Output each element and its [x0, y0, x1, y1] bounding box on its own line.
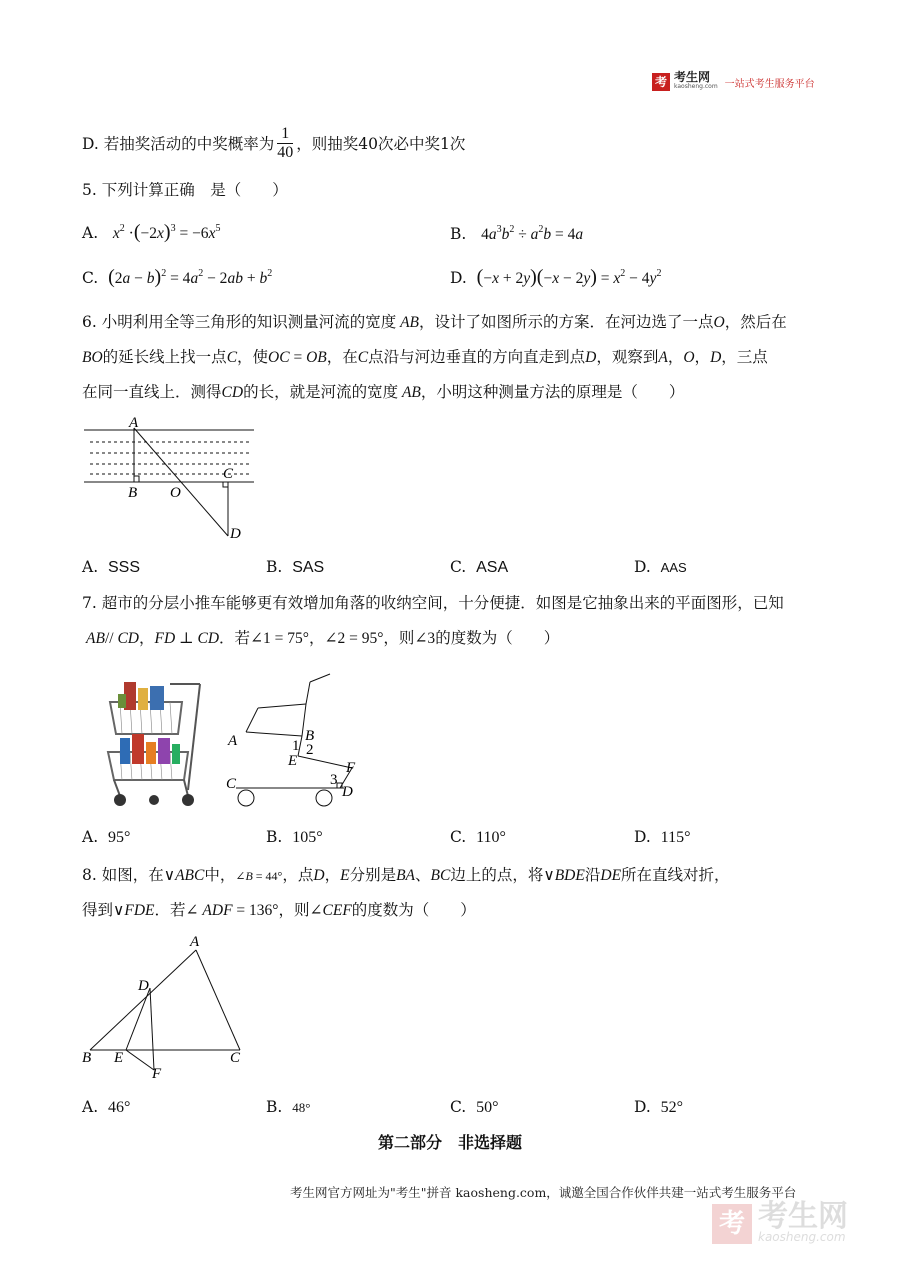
q6-option-a: A. SSS	[82, 558, 140, 576]
q8-option-b: B. 48°	[266, 1098, 311, 1116]
angle-label-1: 1	[292, 738, 300, 754]
q7-stem-line2: AB// CD，FD ⊥ CD．若∠1 = 75°，∠2 = 95°，则∠3的度数为（ ）	[86, 629, 560, 647]
q6-option-b: B. SAS	[266, 558, 325, 576]
q7-option-a: A. 95°	[82, 828, 131, 846]
q6-option-c: C. ASA	[450, 558, 509, 576]
point-label-c: C	[230, 1050, 241, 1066]
q5-stem: 5. 下列计算正确 是（ ）	[82, 181, 288, 199]
watermark-brand: 考生网	[758, 1199, 848, 1234]
watermark-logo-icon: 考	[712, 1204, 752, 1244]
fraction-1-40: $\frac{1}{40}$	[277, 125, 294, 161]
angle-label-3: 3	[330, 772, 338, 788]
q7-stem-line1: 7. 超市的分层小推车能够更有效增加角落的收纳空间，十分便捷．如图是它抽象出来的平面图形，已知	[82, 594, 784, 612]
q8-option-c: C. 50°	[450, 1098, 499, 1116]
angle-label-2: 2	[306, 742, 314, 758]
point-label-f: F	[346, 760, 356, 776]
q6-option-d: D. AAS	[634, 558, 687, 576]
point-label-c: C	[223, 466, 234, 482]
point-label-a: A	[228, 733, 238, 749]
watermark	[712, 1199, 848, 1244]
q6-stem-line3: 在同一直线上．测得CD的长，就是河流的宽度 AB，小明这种测量方法的原理是（ ）	[82, 383, 685, 401]
point-label-d: D	[138, 978, 149, 994]
point-label-b: B	[82, 1050, 92, 1066]
q7-cart-figure	[222, 672, 372, 812]
q5-option-c: C. $(2a - b)^2 = 4a^2 - 2ab + b^2$	[82, 266, 273, 288]
brand-name: 考生网	[674, 70, 711, 84]
point-label-d: D	[230, 526, 241, 542]
q7-option-d: D. 115°	[634, 828, 691, 846]
q8-triangle-figure	[80, 930, 260, 1080]
q8-option-d: D. 52°	[634, 1098, 684, 1116]
q4-option-d	[82, 125, 465, 162]
point-label-f: F	[152, 1066, 162, 1080]
q8-stem-line2: 得到∨FDE．若∠ ADF = 136°，则∠CEF的度数为（ ）	[82, 901, 476, 919]
point-label-c: C	[226, 776, 237, 792]
q7-option-c: C. 110°	[450, 828, 506, 846]
q5-option-a: A. $x^2 \cdot(-2x)^3 = -6x^5$	[82, 221, 221, 243]
point-label-b: B	[128, 485, 138, 501]
point-label-o: O	[170, 485, 181, 501]
q8-stem-line1: 8. 如图，在∨ABC中，∠B = 44°，点D，E分别是BA、BC边上的点，将∨BDE沿DE所在直线对折，	[82, 866, 730, 884]
point-label-e: E	[114, 1050, 124, 1066]
brand-domain: kaosheng.com	[674, 83, 718, 90]
q6-stem-line1: 6. 小明利用全等三角形的知识测量河流的宽度 AB，设计了如图所示的方案．在河边选了一点O，然后在	[82, 313, 787, 331]
q4d-text-after: ，则抽奖40次必中奖1次	[296, 134, 466, 153]
section-title: 第二部分 非选择题	[377, 1133, 522, 1152]
q7-option-b: B. 105°	[266, 828, 323, 846]
point-label-b: B	[305, 728, 315, 744]
q5-option-d: D. $(-x + 2y)(-x - 2y) = x^2 - 4y^2$	[450, 266, 662, 288]
brand-slogan: 一站式考生服务平台	[724, 78, 815, 90]
q4d-text: 若抽奖活动的中奖概率为	[103, 134, 275, 153]
q6-river-figure	[82, 414, 262, 544]
point-label-d: D	[342, 784, 353, 800]
point-label-a: A	[190, 934, 200, 950]
q8-option-a: A. 46°	[82, 1098, 131, 1116]
point-label-e: E	[288, 753, 298, 769]
footer-text: 考生网官方网址为"考生"拼音 kaosheng.com，诚邀全国合作伙伴共建一站式考生服务平台	[290, 1185, 797, 1200]
brand-logo-icon: 考	[652, 73, 670, 91]
site-header-logo[interactable]	[652, 72, 815, 92]
option-label: D.	[82, 134, 99, 153]
watermark-domain: kaosheng.com	[758, 1230, 846, 1244]
point-label-a: A	[129, 415, 139, 431]
shopping-cart-photo	[100, 672, 210, 812]
q5-option-b: B. $4a^3b^2 \div a^2b = 4a$	[450, 224, 584, 243]
q6-stem-line2: BO的延长线上找一点C，使OC = OB，在C点沿与河边垂直的方向直走到点D，观察到A，O，D，三点	[82, 348, 768, 366]
